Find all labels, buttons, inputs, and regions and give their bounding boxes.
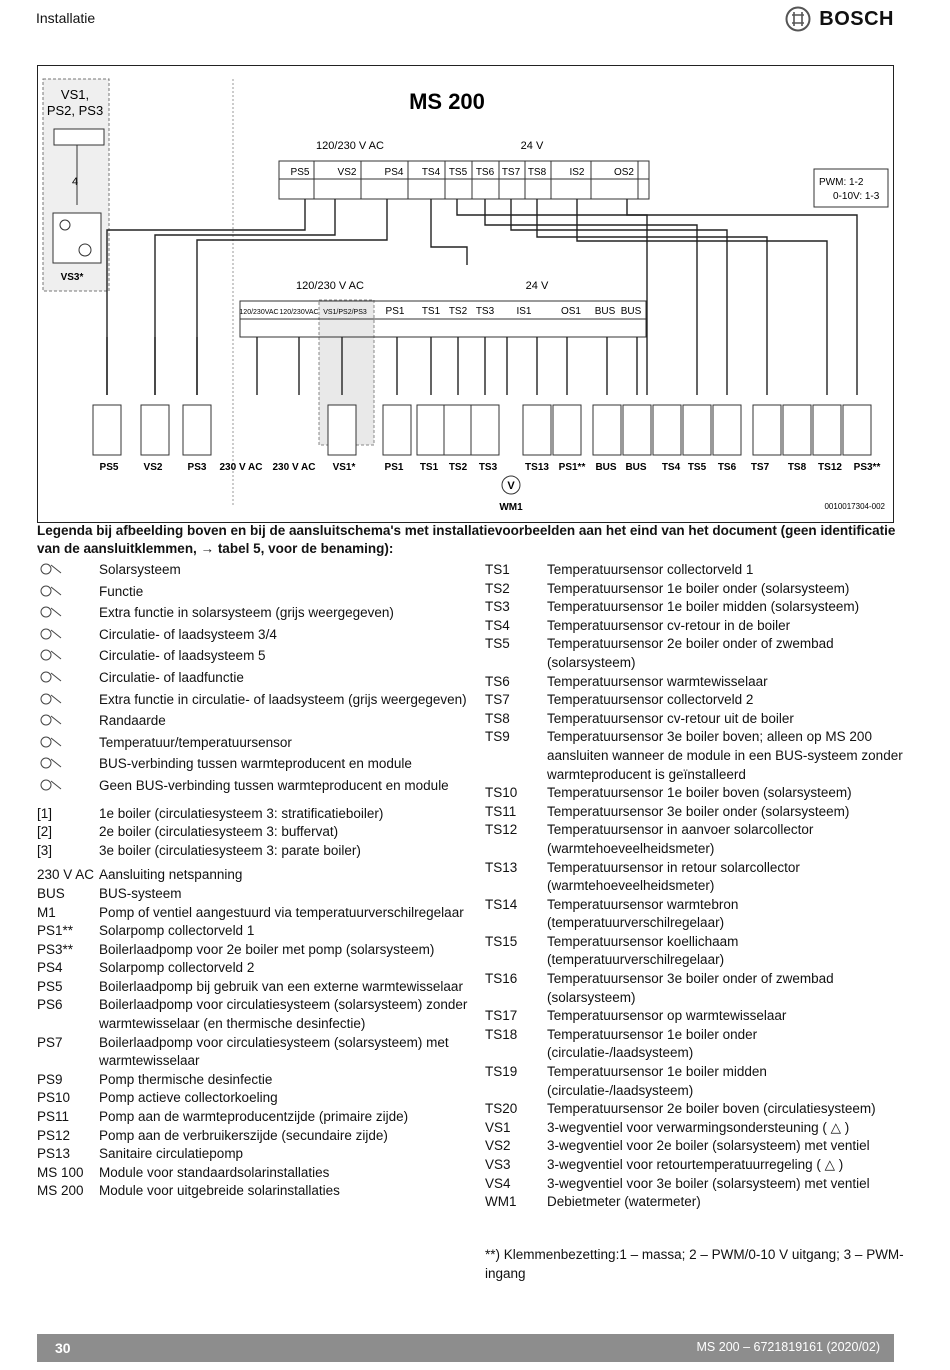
abbrev-legend-text: 3-wegventiel voor retourtemperatuurregeling ( △ )	[547, 1157, 844, 1172]
abbrev-legend-row	[485, 728, 905, 784]
abbrev-legend-row	[485, 1063, 905, 1100]
abbrev-legend-text: Temperatuursensor 3e boiler onder (solarsysteem)	[547, 803, 850, 819]
device-box	[623, 405, 651, 455]
device-box	[141, 405, 169, 455]
top-terminal-label: OS2	[613, 167, 635, 178]
abbrev-legend-text: Temperatuursensor collectorveld 2	[547, 692, 754, 708]
abbrev-legend-key: TS8	[485, 710, 510, 726]
lower-terminal-label: TS1	[421, 306, 441, 317]
abbrev-legend-row	[485, 635, 905, 672]
symbol-legend-text: Randaarde	[99, 713, 166, 729]
device-label: PS1**	[558, 462, 586, 473]
abbrev-legend-row	[485, 859, 905, 896]
lower-terminal-label: 120/230VAC	[239, 309, 279, 316]
abbrev-legend-row	[37, 978, 477, 997]
bus-disconnected-icon	[37, 777, 99, 799]
symbol-legend-text: Geen BUS-verbinding tussen warmteproducent en module	[99, 777, 449, 793]
abbrev-legend-text: Pomp of ventiel aangestuurd via temperatuurverschilregelaar	[99, 904, 464, 920]
device-label: VS2	[143, 462, 163, 473]
abbrev-legend-key: 230 V AC	[37, 867, 95, 883]
abbrev-legend-text: Temperatuursensor 1e boiler onder (solarsysteem)	[547, 580, 850, 596]
lower-24v-label: 24 V	[525, 280, 549, 292]
abbrev-legend-row	[485, 970, 905, 1007]
symbol-legend-row	[37, 583, 477, 605]
device-label: 230 V AC	[272, 462, 316, 473]
lower-terminal-label: TS3	[475, 306, 495, 317]
abbrev-legend-key: TS17	[485, 1008, 518, 1024]
temperature-icon	[37, 734, 99, 756]
symbol-legend-text: Temperatuur/temperatuursensor	[99, 734, 292, 750]
abbrev-legend-text: Temperatuursensor in retour solarcollector (warmtehoeveelheidsmeter)	[547, 859, 800, 894]
abbrev-legend-key: TS5	[485, 636, 510, 652]
abbrev-legend-row	[485, 821, 905, 858]
abbrev-legend-key: TS3	[485, 599, 510, 615]
top-24v-label: 24 V	[520, 140, 544, 152]
device-box	[713, 405, 741, 455]
vs1-module-label-2: PS2, PS3	[46, 103, 104, 118]
abbrev-legend-key: TS20	[485, 1101, 518, 1117]
abbrev-legend-row	[485, 784, 905, 803]
abbrev-legend-row	[485, 1193, 905, 1212]
brand-logo	[785, 6, 894, 32]
abbrev-legend-text: Temperatuursensor koellichaam (temperatuurverschilregelaar)	[547, 933, 739, 968]
abbrev-legend-text: Temperatuursensor op warmtewisselaar	[547, 1008, 787, 1024]
boiler-legend-key: [1]	[37, 805, 53, 821]
symbol-legend-row	[37, 669, 477, 691]
diagram-ref: 0010017304-002	[824, 502, 885, 511]
abbrev-legend-text: Temperatuursensor 1e boiler boven (solarsysteem)	[547, 785, 852, 801]
lower-terminal-label: 120/230VAC	[279, 309, 319, 316]
abbrev-legend-text: Sanitaire circulatiepomp	[99, 1146, 244, 1162]
abbrev-legend-row	[37, 1164, 477, 1183]
device-label: TS8	[787, 462, 807, 473]
symbol-legend-row	[37, 734, 477, 756]
symbol-legend-text: Circulatie- of laadsysteem 5	[99, 648, 266, 664]
abbrev-legend-row	[37, 866, 477, 885]
device-box	[753, 405, 781, 455]
abbrev-legend-text: Debietmeter (watermeter)	[547, 1194, 701, 1210]
device-box	[813, 405, 841, 455]
device-label: PS3	[187, 462, 207, 473]
bosch-armature-icon	[785, 6, 811, 32]
device-label: TS5	[687, 462, 707, 473]
lower-terminal-label: VS1/PS2/PS3	[323, 309, 367, 316]
device-label: PS1	[384, 462, 404, 473]
top-terminal-label: VS2	[337, 167, 357, 178]
symbol-legend-text: Solarsysteem	[99, 562, 181, 577]
abbrev-legend-row	[485, 710, 905, 729]
boiler-legend-row	[37, 805, 477, 824]
symbol-legend-row	[37, 561, 477, 583]
abbrev-legend-text: Temperatuursensor 1e boiler midden (solarsysteem)	[547, 599, 860, 615]
abbrev-legend-row	[485, 1137, 905, 1156]
wire-count-label: 4	[71, 176, 79, 188]
symbol-legend-row	[37, 755, 477, 777]
abbrev-legend-key: TS11	[485, 803, 517, 819]
symbol-legend-row	[37, 712, 477, 734]
abbrev-legend-key: TS10	[485, 785, 518, 801]
abbrev-legend-key: PS13	[37, 1146, 71, 1162]
wm1-symbol-letter: V	[507, 480, 515, 492]
device-box	[653, 405, 681, 455]
device-box	[444, 405, 472, 455]
abbrev-legend-key: VS3	[485, 1157, 511, 1172]
device-label: 230 V AC	[219, 462, 263, 473]
symbol-legend-text: Functie	[99, 583, 144, 599]
abbrev-legend-text: Temperatuursensor in aanvoer solarcollector (warmtehoeveelheidsmeter)	[547, 822, 814, 856]
abbrev-legend-key: TS6	[485, 673, 510, 689]
abbrev-legend-key: TS14	[485, 896, 518, 912]
abbrev-legend-key: PS11	[37, 1109, 70, 1125]
abbrev-legend-key: PS3**	[37, 941, 74, 957]
bus-connected-icon	[37, 755, 99, 777]
abbrev-legend-key: TS4	[485, 617, 510, 633]
abbrev-legend-row	[485, 1007, 905, 1026]
device-label: TS4	[661, 462, 681, 473]
device-label: BUS	[625, 462, 647, 473]
abbrev-legend-row	[37, 1145, 477, 1164]
lower-terminal-label: TS2	[448, 306, 468, 317]
abbrev-legend-text: Aansluiting netspanning	[99, 867, 243, 883]
pwm-note-2: 0-10V: 1-3	[833, 191, 880, 202]
abbrev-legend-text: Module voor uitgebreide solarinstallaties	[99, 1183, 340, 1199]
device-label: TS7	[750, 462, 770, 473]
abbrev-legend-row	[485, 561, 905, 580]
earth-icon	[37, 712, 99, 734]
abbrev-legend-row	[485, 598, 905, 617]
top-terminal-label: IS2	[569, 167, 585, 178]
abbrev-legend-row	[485, 1119, 905, 1138]
legend-heading: Legenda bij afbeelding boven en bij de aansluitschema's met installatievoorbeelden aan het eind van het document (geen identificatie van de aansluitklemmen, → tabel 5, voor de benaming):	[37, 523, 896, 556]
device-label: BUS	[595, 462, 617, 473]
top-terminal-label: TS6	[475, 167, 495, 178]
pwm-note-1: PWM: 1-2	[819, 177, 864, 188]
device-box	[593, 405, 621, 455]
device-box	[843, 405, 871, 455]
circulation-34-icon	[37, 626, 99, 648]
abbrev-legend-row	[37, 1071, 477, 1090]
abbrev-legend-key: TS9	[485, 729, 510, 745]
abbrev-legend-row	[485, 1100, 905, 1119]
abbrev-legend-key: TS12	[485, 822, 518, 838]
abbrev-legend-key: PS12	[37, 1127, 71, 1143]
symbol-legend-text: Circulatie- of laadfunctie	[99, 669, 244, 685]
abbrev-legend-row	[37, 885, 477, 904]
abbrev-legend-row	[37, 941, 477, 960]
abbrev-legend-text: BUS-systeem	[99, 885, 182, 901]
abbrev-legend-key: TS7	[485, 692, 510, 708]
abbrev-legend-row	[485, 1175, 905, 1194]
abbrev-legend-row	[485, 617, 905, 636]
abbrev-legend-key: PS6	[37, 997, 63, 1013]
device-box	[417, 405, 445, 455]
abbrev-legend-text: Boilerlaadpomp voor circulatiesysteem (solarsysteem) zonder warmtewisselaar (en thermische desinfectie)	[99, 997, 468, 1032]
abbrev-legend-row	[37, 922, 477, 941]
boiler-legend-row	[37, 823, 477, 842]
abbrev-legend-text: Temperatuursensor 2e boiler onder of zwembad (solarsysteem)	[547, 636, 834, 670]
abbrev-legend-row	[485, 933, 905, 970]
abbrev-legend-key: VS4	[485, 1175, 511, 1191]
lower-terminal-label: BUS	[620, 306, 642, 317]
legend-right-column	[485, 561, 905, 1212]
device-label: TS6	[717, 462, 737, 473]
abbrev-legend-text: Pomp actieve collectorkoeling	[99, 1090, 278, 1106]
abbrev-legend-row	[485, 691, 905, 710]
device-label: TS3	[478, 462, 498, 473]
device-label: PS3**	[853, 462, 881, 473]
abbrev-legend-key: VS1	[485, 1119, 511, 1135]
device-box	[383, 405, 411, 455]
vs3-label: VS3*	[60, 272, 84, 283]
symbol-legend-text: Extra functie in solarsysteem (grijs weergegeven)	[99, 605, 394, 621]
page-footer	[37, 1334, 894, 1362]
boiler-legend-text: 1e boiler (circulatiesysteem 3: stratificatieboiler)	[99, 805, 384, 821]
symbol-legend-row	[37, 777, 477, 799]
abbrev-legend-key: PS1**	[37, 923, 74, 939]
abbrev-legend-row	[37, 1034, 477, 1071]
abbrev-legend-key: TS19	[485, 1064, 518, 1080]
abbrev-legend-row	[485, 896, 905, 933]
abbrev-legend-text: Module voor standaardsolarinstallaties	[99, 1164, 330, 1180]
abbrev-legend-text: 3-wegventiel voor 3e boiler (solarsysteem) met ventiel	[547, 1175, 870, 1191]
circulation-extra-icon	[37, 691, 99, 713]
lower-terminal-label: IS1	[516, 306, 532, 317]
page-header-title: Installatie	[36, 10, 96, 26]
device-box	[683, 405, 711, 455]
abbrev-legend-key: MS 100	[37, 1164, 84, 1180]
abbrev-legend-key: M1	[37, 904, 56, 920]
device-label: TS2	[448, 462, 468, 473]
abbrev-legend-key: TS16	[485, 971, 518, 987]
top-terminal-label: TS5	[448, 167, 468, 178]
abbrev-legend-row	[485, 1156, 905, 1175]
abbrev-legend-text: Pomp aan de verbruikerszijde (secundaire zijde)	[99, 1127, 388, 1143]
device-box	[783, 405, 811, 455]
boiler-legend-row	[37, 842, 477, 861]
abbrev-legend-row	[37, 996, 477, 1033]
abbrev-legend-row	[37, 1182, 477, 1201]
abbrev-legend-key: BUS	[37, 885, 65, 901]
symbol-legend-text: BUS-verbinding tussen warmteproducent en module	[99, 756, 412, 772]
symbol-legend-row	[37, 626, 477, 648]
abbrev-legend-key: TS2	[485, 580, 510, 596]
symbol-legend-row	[37, 647, 477, 669]
abbrev-legend-key: PS9	[37, 1071, 63, 1087]
symbol-legend-text: Extra functie in circulatie- of laadsysteem (grijs weergegeven)	[99, 691, 467, 707]
abbrev-legend-key: TS18	[485, 1026, 518, 1042]
abbrev-legend-row	[37, 959, 477, 978]
abbrev-legend-text: Temperatuursensor warmtebron (temperatuurverschilregelaar)	[547, 896, 739, 931]
device-box	[93, 405, 121, 455]
sun-icon	[37, 561, 99, 583]
sun-function-icon	[37, 583, 99, 605]
lower-terminal-label: BUS	[594, 306, 616, 317]
footnote: **) Klemmenbezetting:1 – massa; 2 – PWM/0-10 V uitgang; 3 – PWM-ingang	[485, 1247, 904, 1281]
top-terminal-label: TS4	[421, 167, 441, 178]
abbrev-legend-key: PS5	[37, 978, 63, 994]
vs1-module-label-1: VS1,	[60, 87, 90, 102]
symbol-legend-text: Circulatie- of laadsysteem 3/4	[99, 626, 277, 642]
abbrev-legend-text: Temperatuursensor 1e boiler midden (circulatie-/laadsysteem)	[547, 1064, 767, 1098]
device-box	[183, 405, 211, 455]
lower-terminal-label: OS1	[560, 306, 582, 317]
wiring-diagram	[37, 65, 894, 523]
abbrev-legend-key: PS7	[37, 1034, 63, 1050]
top-terminal-label: TS7	[501, 167, 521, 178]
page-number: 30	[55, 1340, 71, 1356]
device-label: VS1*	[332, 462, 356, 473]
abbrev-legend-row	[37, 1127, 477, 1146]
abbrev-legend-row	[37, 904, 477, 923]
boiler-legend-key: [2]	[37, 824, 53, 840]
module-title: MS 200	[409, 89, 485, 114]
symbol-legend-row	[37, 604, 477, 626]
abbrev-legend-text: Boilerlaadpomp voor 2e boiler met pomp (solarsysteem)	[99, 941, 435, 957]
abbrev-legend-row	[485, 673, 905, 692]
lower-terminal-label: PS1	[385, 306, 405, 317]
abbrev-legend-key: TS1	[485, 562, 510, 577]
abbrev-legend-key: PS4	[37, 960, 63, 976]
device-label: TS1	[419, 462, 439, 473]
abbrev-legend-text: Boilerlaadpomp voor circulatiesysteem (solarsysteem) met warmtewisselaar	[99, 1034, 449, 1069]
device-label: PS5	[99, 462, 119, 473]
abbrev-legend-row	[485, 803, 905, 822]
abbrev-legend-row	[485, 1026, 905, 1063]
top-voltage-label: 120/230 V AC	[316, 140, 384, 152]
abbrev-legend-text: Temperatuursensor warmtewisselaar	[547, 673, 768, 689]
abbrev-legend-text: Temperatuursensor 2e boiler boven (circulatiesysteem)	[547, 1101, 876, 1117]
abbrev-legend-row	[37, 1108, 477, 1127]
abbrev-legend-key: TS13	[485, 859, 518, 875]
abbrev-legend-text: Temperatuursensor 1e boiler onder (circulatie-/laadsysteem)	[547, 1026, 758, 1061]
symbol-legend-row	[37, 691, 477, 713]
lower-voltage-label: 120/230 V AC	[296, 280, 364, 292]
device-box	[523, 405, 551, 455]
abbrev-legend-text: Temperatuursensor 3e boiler boven; alleen op MS 200 aansluiten wanneer de module in een BUS-systeem zonder warmteproducent is geïnstalleerd	[547, 729, 903, 782]
abbrev-legend-text: 3-wegventiel voor verwarmingsondersteuning ( △ )	[547, 1119, 850, 1135]
abbrev-legend-key: VS2	[485, 1138, 511, 1154]
abbrev-legend-text: 3-wegventiel voor 2e boiler (solarsysteem) met ventiel	[547, 1138, 870, 1154]
abbrev-legend-key: TS15	[485, 933, 518, 949]
abbrev-legend-text: Temperatuursensor cv-retour in de boiler	[547, 617, 791, 633]
circulation-5-icon	[37, 647, 99, 669]
circulation-function-icon	[37, 669, 99, 691]
abbrev-legend-row	[37, 1089, 477, 1108]
abbrev-legend-text: Temperatuursensor cv-retour uit de boiler	[547, 710, 794, 726]
legend-left-column	[37, 561, 477, 1201]
device-label: TS12	[818, 462, 842, 473]
wm1-label: WM1	[499, 502, 523, 513]
abbrev-legend-text: Temperatuursensor collectorveld 1	[547, 562, 754, 577]
top-terminal-label: PS5	[290, 167, 310, 178]
abbrev-legend-text: Pomp aan de warmteproducentzijde (primaire zijde)	[99, 1109, 409, 1125]
boiler-legend-text: 2e boiler (circulatiesysteem 3: buffervat)	[99, 824, 339, 840]
abbrev-legend-text: Boilerlaadpomp bij gebruik van een externe warmtewisselaar	[99, 978, 463, 994]
top-terminal-label: TS8	[527, 167, 547, 178]
abbrev-legend-key: WM1	[485, 1194, 517, 1210]
device-box	[553, 405, 581, 455]
abbrev-legend-row	[485, 580, 905, 599]
document-reference: MS 200 – 6721819161 (2020/02)	[696, 1340, 880, 1354]
device-box	[328, 405, 356, 455]
device-box	[471, 405, 499, 455]
sun-function-grey-icon	[37, 604, 99, 626]
boiler-legend-text: 3e boiler (circulatiesysteem 3: parate boiler)	[99, 842, 361, 858]
device-label: TS13	[525, 462, 549, 473]
abbrev-legend-key: MS 200	[37, 1183, 84, 1199]
abbrev-legend-text: Solarpomp collectorveld 1	[99, 923, 255, 939]
abbrev-legend-text: Temperatuursensor 3e boiler onder of zwembad (solarsysteem)	[547, 971, 834, 1005]
abbrev-legend-text: Solarpomp collectorveld 2	[99, 960, 255, 976]
abbrev-legend-text: Pomp thermische desinfectie	[99, 1071, 273, 1087]
boiler-legend-key: [3]	[37, 842, 53, 858]
abbrev-legend-key: PS10	[37, 1090, 71, 1106]
brand-name: BOSCH	[819, 7, 894, 30]
top-terminal-label: PS4	[384, 167, 404, 178]
